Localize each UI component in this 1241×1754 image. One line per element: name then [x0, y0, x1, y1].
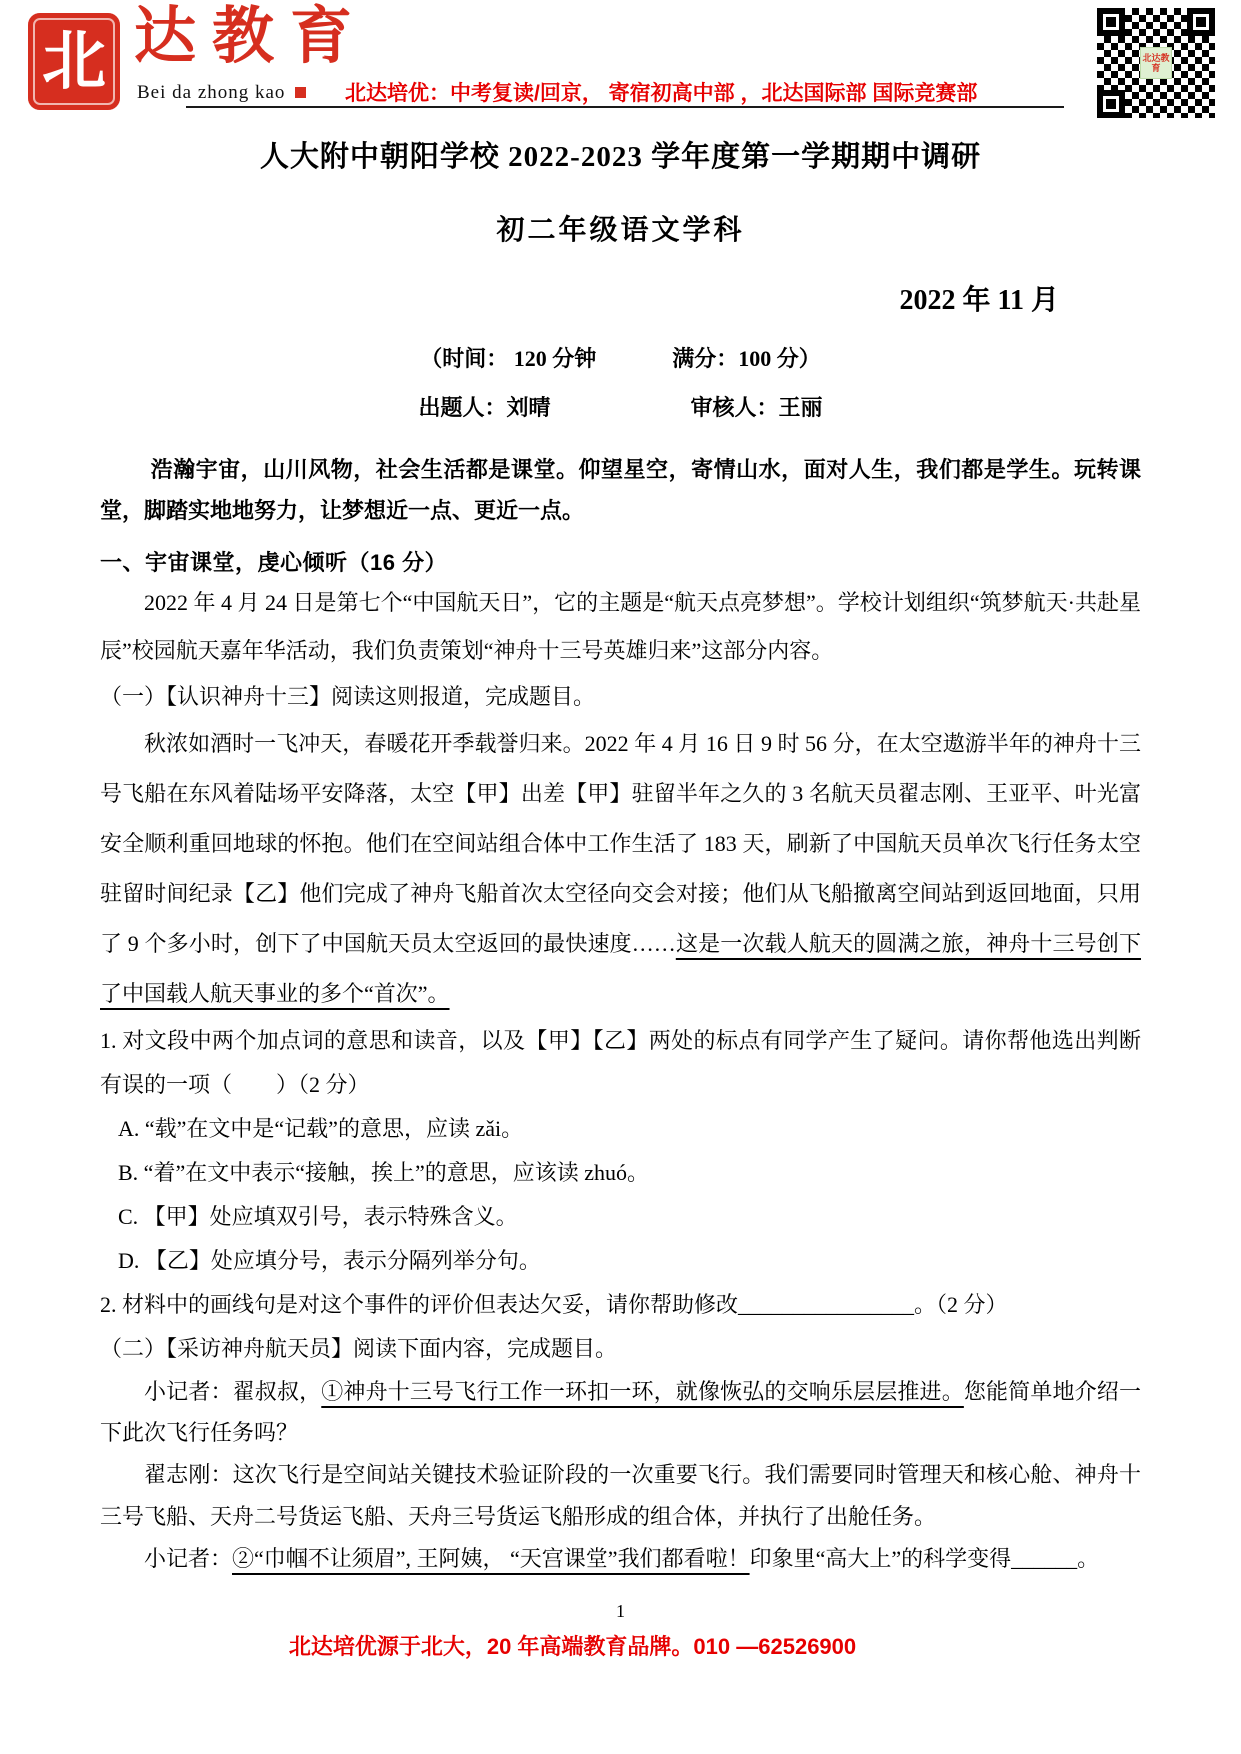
letterhead — [0, 0, 1241, 115]
brand-subtitle-text: Bei da zhong kao — [137, 82, 286, 103]
seal-character: 北 — [42, 25, 106, 97]
question-2-stem — [100, 1283, 1141, 1327]
interview-reporter-question-1 — [100, 1371, 1141, 1455]
underlined-evaluation-sentence: 这是一次载人航天的圆满之旅，神舟十三号创下了中国载人航天事业的多个“首次”。 — [100, 930, 1141, 1006]
exam-date: 2022 年 11 月 — [899, 285, 1059, 317]
report-text: 誉归来。2022 年 4 月 16 日 9 时 56 分，在太空遨游半年的神舟十三号飞船在东风 — [100, 730, 1141, 806]
part-2-label: （二）【采访神舟航天员】阅读下面内容，完成题目。 — [100, 1335, 618, 1361]
reporter-question-text: 您能简单地介绍一下此次飞行任务吗？ — [100, 1378, 1141, 1446]
red-square-icon — [295, 87, 306, 98]
speaker-label: 小记者：翟叔叔， — [144, 1378, 322, 1404]
header-divider — [186, 106, 1064, 108]
document-body — [0, 115, 1241, 1580]
footer-promo-text: 北达培优源于北大，20 年高端教育品牌。010 —62526900 — [288, 1634, 857, 1659]
interview-astronaut-answer: 翟志刚：这次飞行是空间站关键技术验证阶段的一次重要飞行。我们需要同时管理天和核心舱、神舟十三号飞船、天舟二号货运飞船、天舟三号货运飞船形成的组合体，并执行了出舱任务。 — [100, 1462, 1141, 1529]
exam-duration: （时间： 120 分钟 — [420, 346, 597, 372]
exam-subject: 初二年级语文学科 — [496, 214, 745, 246]
exam-meta-time-score — [100, 345, 1141, 374]
question-1-stem: 1. 对文段中两个加点词的意思和读音，以及【甲】【乙】两处的标点有同学产生了疑问。请你帮他选出判断有误的一项（ ）（2 分） — [100, 1027, 1141, 1097]
exam-full-score: 满分：100 分） — [672, 346, 821, 372]
brand-seal-logo — [28, 13, 120, 110]
exam-reviewer: 审核人：王丽 — [690, 395, 823, 421]
question-1-option-c: C. 【甲】处应填双引号，表示特殊含义。 — [118, 1203, 518, 1229]
exam-title: 人大附中朝阳学校 2022-2023 学年度第一学期期中调研 — [259, 141, 982, 173]
emphasized-char-zai: 载 — [474, 730, 497, 756]
emphasized-char-zhuo: 着 — [232, 780, 256, 806]
exam-setter: 出题人：刘晴 — [418, 395, 551, 421]
question-1-option-d: D. 【乙】处应填分号，表示分隔列举分句。 — [118, 1247, 541, 1273]
question-1-option-a: A. “载”在文中是“记载”的意思，应读 zǎi。 — [118, 1115, 524, 1141]
section-1-heading: 一、宇宙课堂，虔心倾听（16 分） — [100, 550, 448, 576]
answer-blank: ________________ — [738, 1291, 915, 1317]
underlined-sentence-2: ②“巾帼不让须眉”, 王阿姨， “天宫课堂”我们都看啦！ — [232, 1545, 750, 1571]
qr-finder-icon — [1187, 8, 1215, 36]
exam-meta-persons — [100, 394, 1141, 423]
section-intro-paragraph: 2022 年 4 月 24 日是第七个“中国航天日”，它的主题是“航天点亮梦想”。学校计划组织“筑梦航天·共赴星辰”校园航天嘉年华活动，我们负责策划“神舟十三号英雄归来”这部分内容。 — [100, 590, 1141, 663]
underlined-sentence-1: ①神舟十三号飞行工作一环扣一环，就像恢弘的交响乐层层推进。 — [321, 1378, 964, 1404]
brand-subtitle — [137, 82, 306, 104]
news-report-paragraph — [100, 719, 1141, 1019]
question-2-text: 2. 材料中的画线句是对这个事件的评价但表达欠妥，请你帮助修改 — [100, 1291, 739, 1317]
brand-name-calligraphy: 达教育 — [134, 3, 369, 71]
reporter-question-text: 印象里“高大上”的科学变得 — [749, 1545, 1012, 1571]
qr-finder-icon — [1097, 8, 1125, 36]
qr-code — [1097, 8, 1215, 118]
speaker-label: 小记者： — [144, 1545, 233, 1571]
qr-finder-icon — [1097, 90, 1125, 118]
page-number: 1 — [616, 1601, 625, 1621]
part-1-label: （一）【认识神舟十三】阅读这则报道，完成题目。 — [100, 683, 596, 709]
qr-center-logo: 北达教育 — [1140, 47, 1172, 79]
report-text: 陆场平安降落，太空【甲】出差【甲】驻留半年之久的 3 名航天员翟志刚、王亚平、叶光富安全顺利重回地球的怀抱。他们在空间站组合体中工作生活了 183 天，刷新了中国航天员单次飞行任务太空驻留时间纪录【乙】他们完成了神舟飞船首次太空径向交会对接；他们从飞船撤离空间站到返回地面，只用了 9 个多小时，创下了中国航天员太空返回的最快速度…… — [100, 780, 1141, 956]
epigraph-paragraph: 浩瀚宇宙，山川风物，社会生活都是课堂。仰望星空，寄情山水，面对人生，我们都是学生。玩转课堂，脚踏实地地努力，让梦想近一点、更近一点。 — [100, 456, 1141, 524]
interview-reporter-question-2 — [100, 1538, 1141, 1580]
sentence-end: 。 — [1077, 1545, 1100, 1571]
report-text: 秋浓如酒时一飞冲天，春暖花开季 — [144, 730, 475, 756]
header-slogan: 北达培优：中考复读/回京， 寄宿初高中部 ，北达国际部 国际竞赛部 — [345, 82, 978, 105]
question-1-option-b: B. “着”在文中表示“接触，挨上”的意思，应该读 zhuó。 — [118, 1159, 649, 1185]
answer-blank: ______ — [1011, 1545, 1078, 1571]
question-2-score: 。（2 分） — [914, 1291, 1008, 1317]
